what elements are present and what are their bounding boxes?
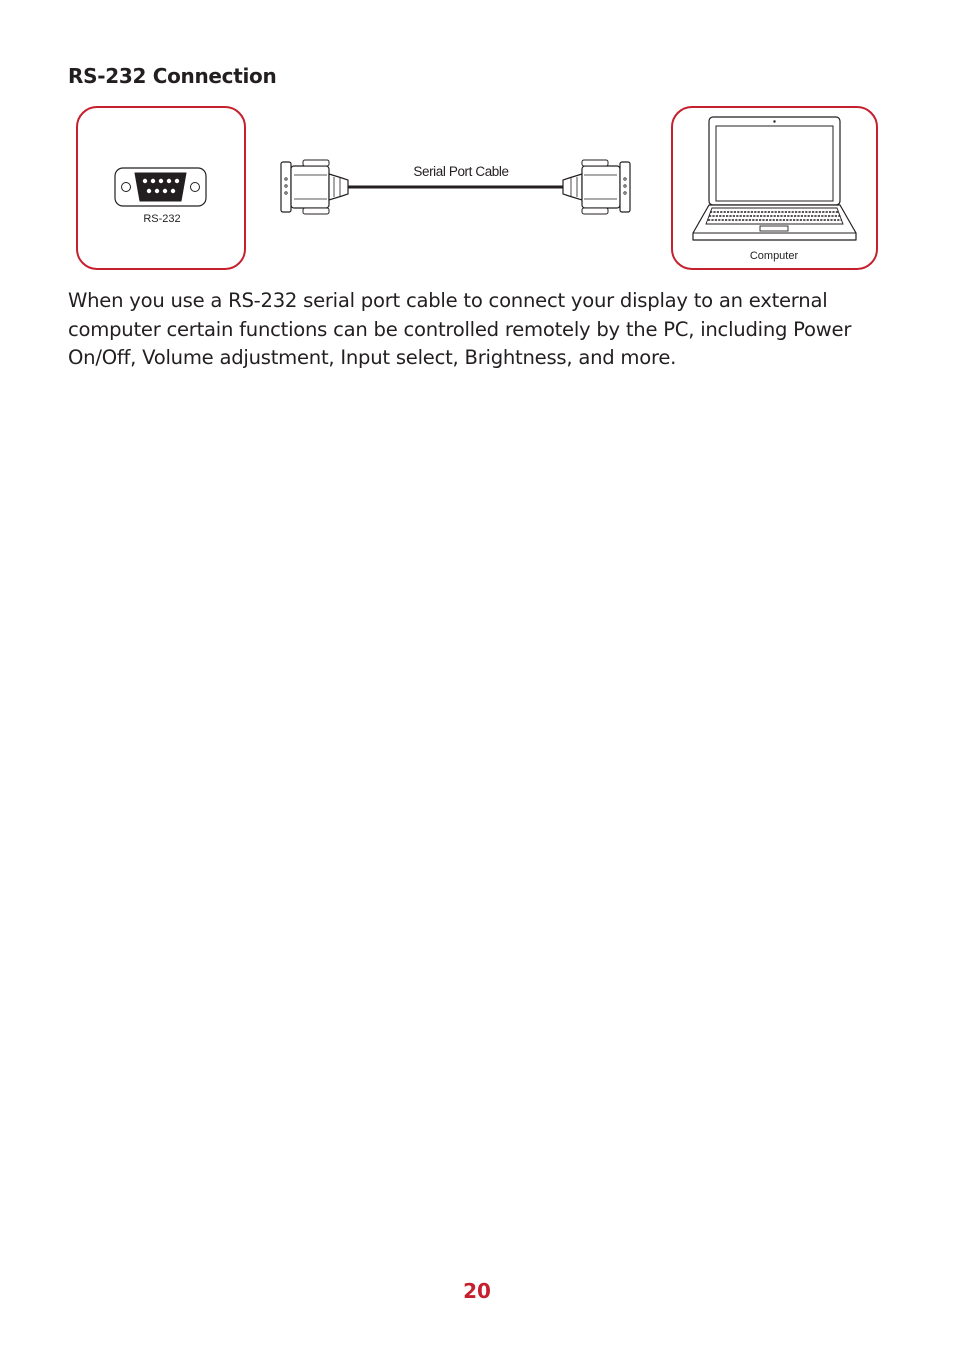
cable-label: Serial Port Cable (413, 164, 509, 179)
computer-panel (672, 107, 877, 269)
section-heading: RS-232 Connection (68, 64, 277, 88)
port-label: RS-232 (143, 213, 181, 225)
body-paragraph: When you use a RS-232 serial port cable to connect your display to an external computer certain functions can be controlled remotely by the PC, including Power On/Off, Volume adjustment, Input select, Brightness, and more. (68, 289, 852, 369)
page-number: 20 (463, 1279, 491, 1303)
laptop-icon (693, 117, 856, 240)
right-db9-plug-icon (563, 160, 630, 214)
db9-port-icon (115, 168, 206, 206)
serial-cable-icon (281, 160, 630, 214)
computer-label: Computer (749, 250, 799, 262)
rs232-connection-diagram (70, 100, 885, 278)
port-panel (77, 107, 245, 269)
left-db9-plug-icon (281, 160, 348, 214)
